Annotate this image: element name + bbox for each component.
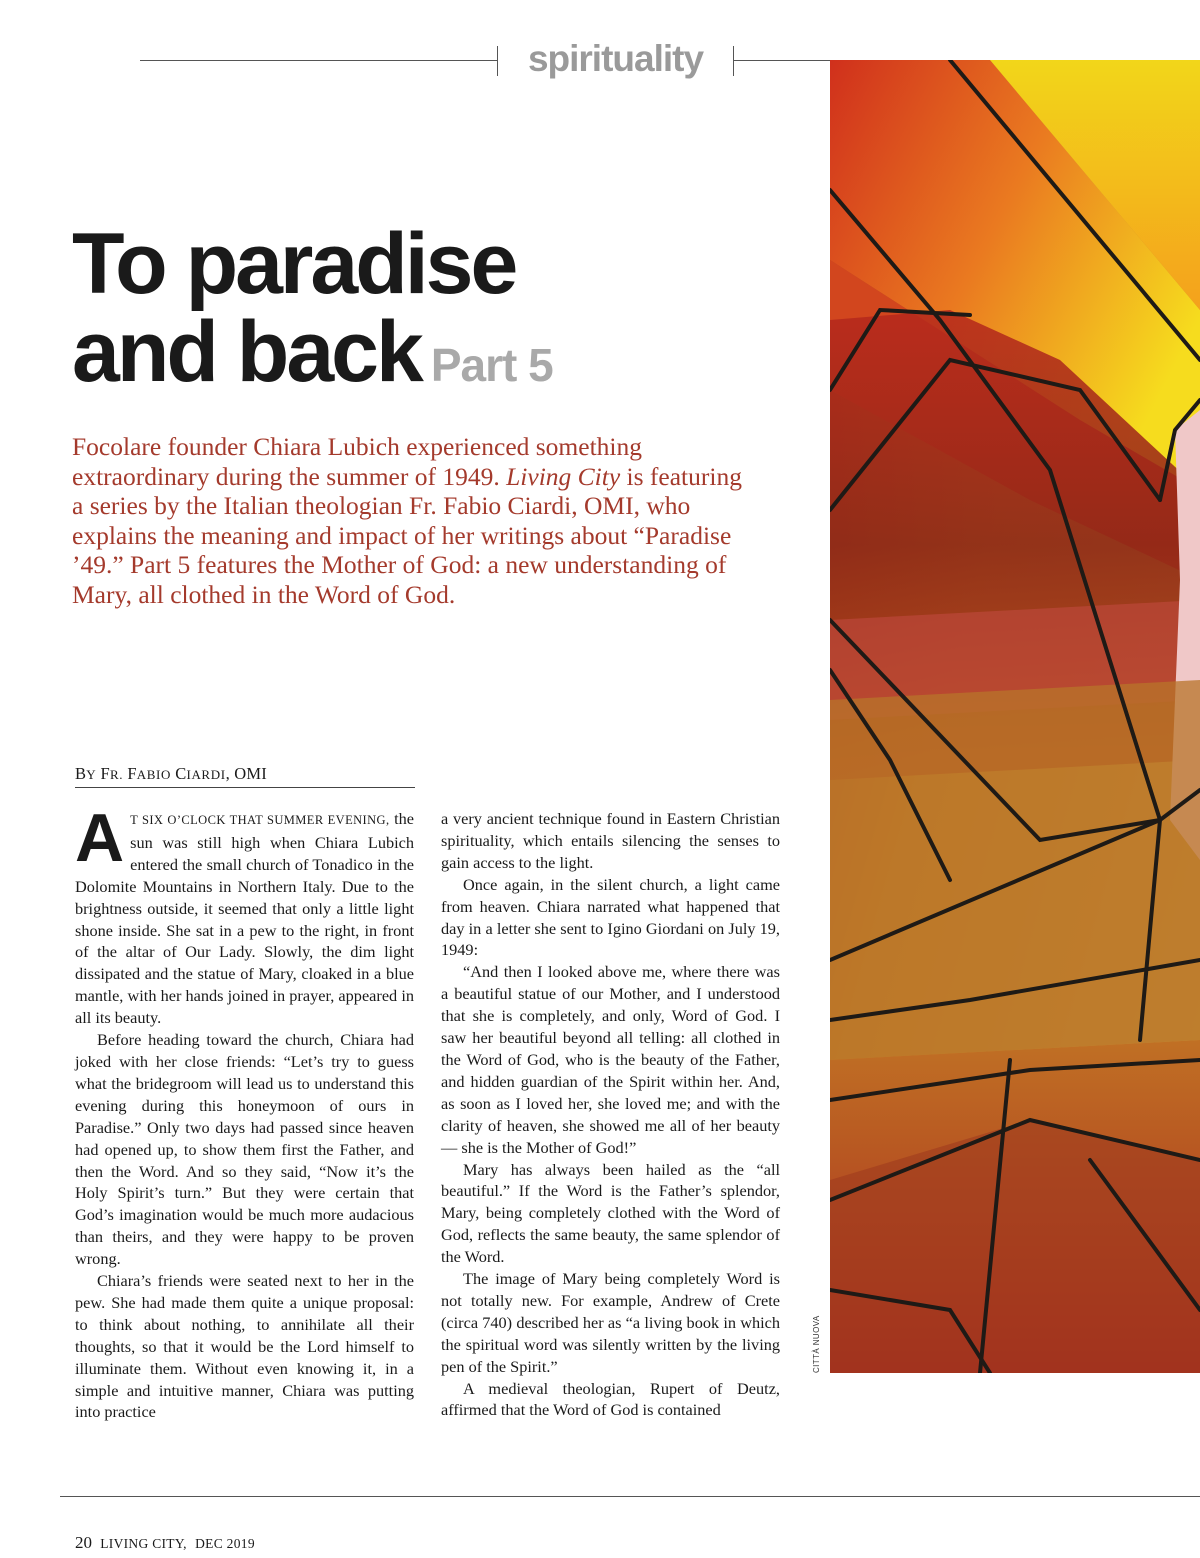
paragraph: Once again, in the silent church, a light came from heaven. Chiara narrated what happened that day in a letter she sent to Igino Giordani on July 19, 1949:: [441, 874, 780, 960]
footer-rule: [60, 1496, 1200, 1497]
byline: BY FR. FABIO CIARDI, OMI: [75, 764, 415, 788]
paragraph: A T SIX O’CLOCK THAT SUMMER EVENING, the sun was still high when Chiara Lubich entered the small church of Tonadico in the Dolomite Mountains in Northern Italy. Due to the brightness outside, it seemed that only a little light shone inside. She sat in a pew to the right, in front of the altar of Our Lady. Slowly, the dim light dissipated and the statue of Mary, cloaked in a blue mantle, with her hands joined in prayer, appeared in all its beauty.: [75, 800, 414, 1028]
body-column-2: [441, 808, 780, 1421]
lead-in-caps: T SIX O’CLOCK THAT SUMMER EVENING,: [130, 813, 390, 827]
issue-date: DEC 2019: [195, 1536, 255, 1551]
body-column-1: [75, 800, 414, 1423]
title-part-label: Part 5: [430, 339, 553, 391]
paragraph: a very ancient technique found in Eastern Christian spirituality, which entails silencing the senses to gain access to the light.: [441, 809, 780, 872]
header-rule-left: [140, 60, 498, 61]
paragraph: Chiara’s friends were seated next to her in the pew. She had made them quite a unique proposal: to think about nothing, to annihilate all their thoughts, so that it would be the Lord himself to illuminate them. Without even knowing it, in a simple and intuitive manner, Chiara was putting into practice: [75, 1271, 414, 1422]
paragraph: Mary has always been hailed as the “all beautiful.” If the Word is the Father’s splendor, Mary, being completely clothed with the Word of God, reflects the same beauty, the same splendor of the Word.: [441, 1159, 780, 1267]
deck-publication: Living City: [506, 461, 621, 491]
paragraph: A medieval theologian, Rupert of Deutz, affirmed that the Word of God is contained: [441, 1378, 780, 1420]
deck-text-a: Focolare founder Chiara Lubich experienced something extraordinary during the summer of 1949.: [72, 432, 643, 491]
stained-glass-illustration: [830, 60, 1200, 1373]
publication-name: LIVING CITY,: [100, 1536, 187, 1551]
paragraph: “And then I looked above me, where there was a beautiful statue of our Mother, and I understood that she is completely, and only, Word of God. I saw her beautiful beyond all telling: all clothed in the Word of God, who is the beauty of the Father, and hidden guardian of the Spirit within her. And, as soon as I loved her, she loved me; and with the clarity of heaven, she showed me all of her beauty — she is the Mother of God!”: [441, 962, 780, 1157]
article-deck: [72, 432, 752, 610]
title-line-1: To paradise: [72, 216, 516, 312]
paragraph: The image of Mary being completely Word is not totally new. For example, Andrew of Crete (circa 740) described her as “a living book in which the spiritual word was silently written by the living pen of the Spirit.”: [441, 1269, 780, 1376]
deck-text-b: is featuring a series by the Italian theologian Fr. Fabio Ciardi, OMI, who explains the meaning and impact of her writings about “Paradise ’49.” Part 5 features the Mother of God: a new understanding of Mary, all clothed in the Word of God.: [72, 461, 742, 609]
drop-cap: A: [75, 800, 125, 876]
article-title: [72, 216, 553, 409]
header-rule-tick-left: [497, 46, 498, 76]
photo-credit: CITTÀ NUOVA: [812, 1315, 821, 1373]
paragraph: Before heading toward the church, Chiara had joked with her close friends: “Let’s try to guess what the bridegroom will lead us to understand this evening during this honeymoon of ours in Paradise.” Only two days had passed since heaven had opened up, to show them first the Father, and then the Word. And so they said, “Now it’s the Holy Spirit’s turn.” But they were certain that God’s imagination would be much more audacious than theirs, and they were happy to be proven wrong.: [75, 1030, 414, 1269]
header-rule-tick-right: [733, 46, 734, 76]
page-number: 20: [75, 1533, 92, 1552]
section-label: spirituality: [527, 38, 704, 79]
title-line-2: and back: [72, 304, 421, 400]
stained-glass-photo: [830, 60, 1200, 1373]
page-footer: [75, 1533, 255, 1553]
